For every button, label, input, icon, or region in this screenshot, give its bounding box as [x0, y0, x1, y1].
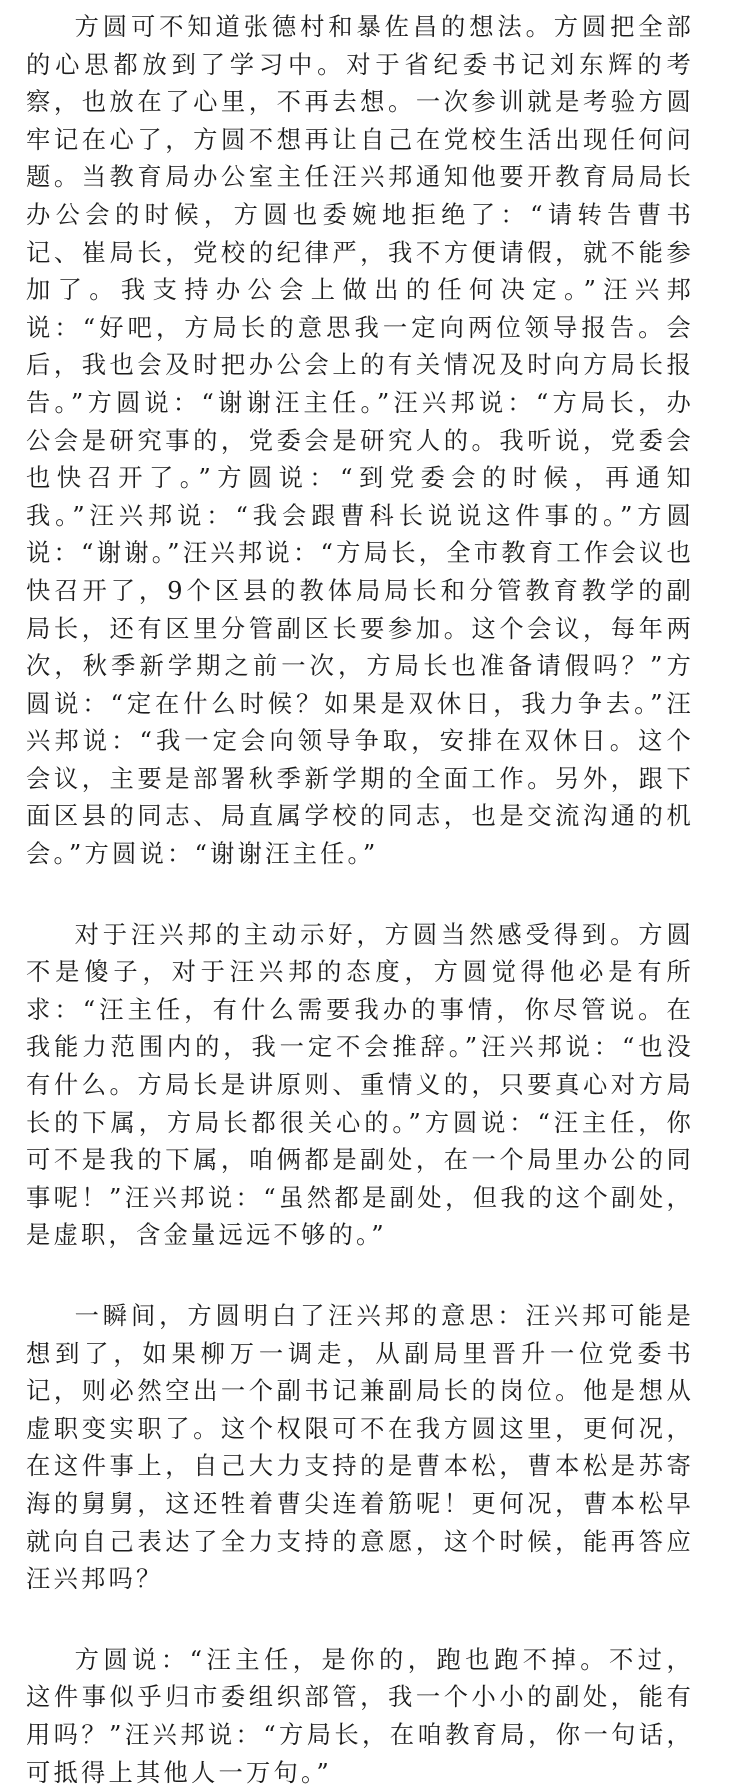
- paragraph-3: 一瞬间，方圆明白了汪兴邦的意思：汪兴邦可能是想到了，如果柳万一调走，从副局里晋升一位党委书记，则必然空出一个副书记兼副局长的岗位。他是想从虚职变实职了。这个权限可不在我方圆这里，更何况，在这件事上，自己大力支持的是曹本松，曹本松是苏寄海的舅舅，这还牲着曹尖连着筋呢！更何况，曹本松早就向自己表达了全力支持的意愿，这个时候，能再答应汪兴邦吗？: [26, 1301, 694, 1594]
- paragraph-spacer: [26, 873, 694, 916]
- paragraph-4: 方圆说：“汪主任，是你的，跑也跑不掉。不过，这件事似乎归市委组织部管，我一个小小的副处，能有用吗？”汪兴邦说：“方局长，在咱教育局，你一句话，可抵得上其他人一万句。”: [26, 1644, 694, 1787]
- paragraph-2: 对于汪兴邦的主动示好，方圆当然感受得到。方圆不是傻子，对于汪兴邦的态度，方圆觉得他必是有所求：“汪主任，有什么需要我办的事情，你尽管说。在我能力范围内的，我一定不会推辞。”汪兴邦说：“也没有什么。方局长是讲原则、重情义的，只要真心对方局长的下属，方局长都很关心的。”方圆说：“汪主任，你可不是我的下属，咱俩都是副处，在一个局里办公的同事呢！”汪兴邦说：“虽然都是副处，但我的这个副处，是虚职，含金量远远不够的。”: [26, 919, 694, 1250]
- paragraph-1: 方圆可不知道张德村和暴佐昌的想法。方圆把全部的心思都放到了学习中。对于省纪委书记刘东辉的考察，也放在了心里，不再去想。一次参训就是考验方圆牢记在心了，方圆不想再让自己在党校生活出现任何问题。当教育局办公室主任汪兴邦通知他要开教育局局长办公会的时候，方圆也委婉地拒绝了：“请转告曹书记、崔局长，党校的纪律严，我不方便请假，就不能参加了。我支持办公会上做出的任何决定。”汪兴邦说：“好吧，方局长的意思我一定向两位领导报告。会后，我也会及时把办公会上的有关情况及时向方局长报告。”方圆说：“谢谢汪主任。”汪兴邦说：“方局长，办公会是研究事的，党委会是研究人的。我听说，党委会也快召开了。”方圆说：“到党委会的时候，再通知我。”汪兴邦说：“我会跟曹科长说说这件事的。”方圆说：“谢谢。”汪兴邦说：“方局长，全市教育工作会议也快召开了，9个区县的教体局局长和分管教育教学的副局长，还有区里分管副区长要参加。这个会议，每年两次，秋季新学期之前一次，方局长也准备请假吗？”方圆说：“定在什么时候？如果是双休日，我力争去。”汪兴邦说：“我一定会向领导争取，安排在双休日。这个会议，主要是部署秋季新学期的全面工作。另外，跟下面区县的同志、局直属学校的同志，也是交流沟通的机会。”方圆说：“谢谢汪主任。”: [26, 12, 694, 869]
- paragraph-spacer: [26, 1598, 694, 1641]
- paragraph-spacer: [26, 1254, 694, 1297]
